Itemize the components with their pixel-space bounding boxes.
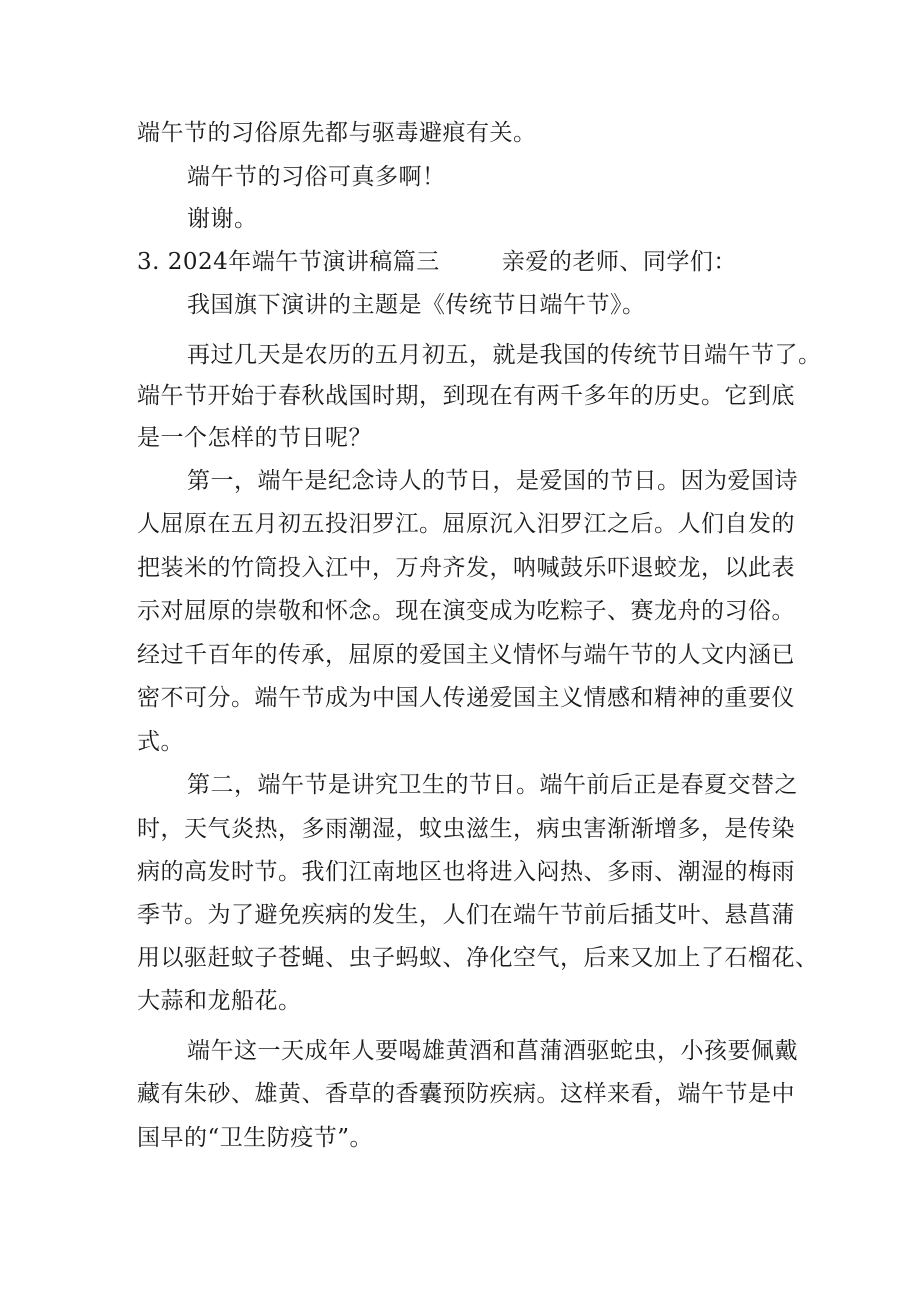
text-line: 季节。为了避免疾病的发生，人们在端午节前后插艾叶、悬菖蒲 [137, 902, 795, 928]
text-line: 端午节的习俗可真多啊！ [187, 164, 446, 190]
text-line: 端午这一天成年人要喝雄黄酒和菖蒲酒驱蛇虫，小孩要佩戴 [187, 1038, 798, 1064]
text-line: 我国旗下演讲的主题是《传统节日端午节》。 [187, 292, 646, 318]
text-line: 时，天气炎热，多雨潮湿，蚊虫滋生，病虫害渐渐增多，是传染 [137, 816, 795, 842]
text-line: 病的高发时节。我们江南地区也将进入闷热、多雨、潮湿的梅雨 [137, 859, 795, 885]
text-line: 谢谢。 [187, 206, 258, 232]
text-line: 是一个怎样的节日呢？ [137, 425, 372, 451]
text-line: 用以驱赶蚊子苍蝇、虫子蚂蚁、净化空气，后来又加上了石榴花、 [137, 945, 819, 971]
text-line: 端午节开始于春秋战国时期，到现在有两千多年的历史。它到底 [137, 383, 795, 409]
text-line: 藏有朱砂、雄黄、香草的香囊预防疾病。这样来看，端午节是中 [137, 1081, 795, 1107]
text-line: 式。 [137, 729, 184, 755]
text-line: 国早的“卫生防疫节”。 [137, 1125, 374, 1151]
text-line: 端午节的习俗原先都与驱毒避痕有关。 [137, 120, 537, 146]
text-line: 第二，端午节是讲究卫生的节日。端午前后正是春夏交替之 [187, 772, 798, 798]
text-line: 示对屈原的崇敬和怀念。现在演变成为吃粽子、赛龙舟的习俗。 [137, 598, 795, 624]
text-line: 第一，端午是纪念诗人的节日，是爱国的节日。因为爱国诗 [187, 468, 798, 494]
greeting: 亲爱的老师、同学们： [501, 249, 737, 275]
section-heading [137, 247, 737, 277]
text-line: 经过千百年的传承，屈原的爱国主义情怀与端午节的人文内涵已 [137, 642, 795, 668]
section-title: 2024年端午节演讲稿篇三 [167, 249, 440, 275]
text-line: 把装米的竹筒投入江中，万舟齐发，呐喊鼓乐吓退蛟龙，以此表 [137, 555, 795, 581]
section-number: 3. [137, 249, 160, 275]
text-line: 人屈原在五月初五投汨罗江。屈原沉入汨罗江之后。人们自发的 [137, 511, 795, 537]
text-line: 大蒜和龙船花。 [137, 988, 302, 1014]
text-line: 密不可分。端午节成为中国人传递爱国主义情感和精神的重要仪 [137, 685, 795, 711]
text-line: 再过几天是农历的五月初五，就是我国的传统节日端午节了。 [187, 342, 822, 368]
